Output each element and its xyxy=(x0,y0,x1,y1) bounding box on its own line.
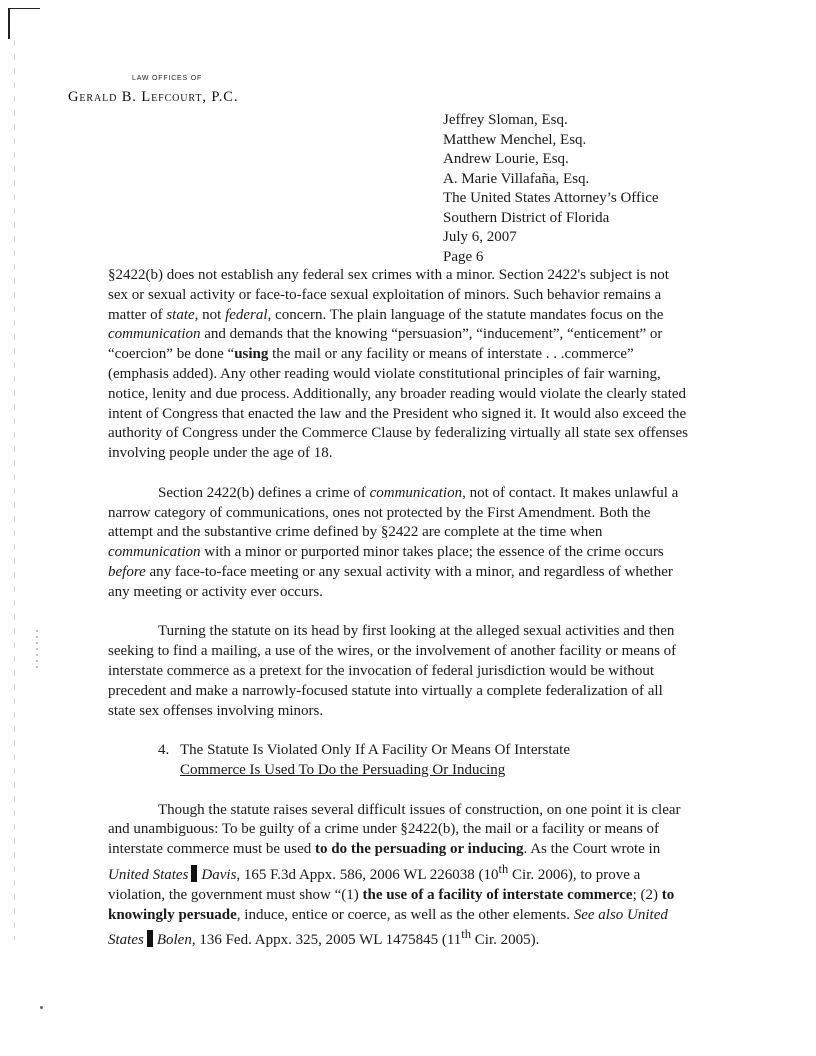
paragraph-3: Turning the statute on its head by first looking at the alleged sexual activities and then seeking to find a mailing, a use of the wires, or the involvement of another facility or means of interstate commerce as a pretext for the invocation of federal jurisdiction would be without precedent and make a narrowly-focused statute into virtually a complete federalization of all state sex offenses involving minors. xyxy=(108,623,677,719)
text-span: with a minor or purported minor takes place; the essence of the crime occurs xyxy=(200,544,664,561)
scan-specks xyxy=(36,630,38,670)
scan-speck xyxy=(40,1006,43,1009)
text-span: Though the statute raises several difficult issues of construction, on one point it is clear and unambiguous: To be guilty of a crime under §2422(b), the mail or a facility or means of interstate commerce must be used xyxy=(108,801,681,858)
recipient-line: The United States Attorney’s Office xyxy=(443,190,659,206)
text-span: Section 2422(b) defines a crime of xyxy=(158,484,370,501)
redaction-mark xyxy=(191,865,197,882)
heading-line-2: Commerce Is Used To Do the Persuading Or Inducing xyxy=(180,761,506,778)
text-span: . As the Court wrote in xyxy=(523,841,661,858)
text-span: , 136 Fed. Appx. 325, 2005 WL 1475845 (11 xyxy=(191,932,462,949)
scan-margin-line xyxy=(14,40,15,940)
recipient-line: Jeffrey Sloman, Esq. xyxy=(443,112,568,128)
text-span: , concern. The plain language of the statute mandates focus on the xyxy=(267,306,664,323)
bold-term: the use of a facility of interstate commerce xyxy=(362,886,633,903)
heading-line-1: The Statute Is Violated Only If A Facility Or Means Of Interstate xyxy=(180,742,570,759)
recipient-line: Andrew Lourie, Esq. xyxy=(443,151,569,167)
text-span: and demands that the knowing “persuasion”, “inducement”, “enticement” or “coercion” be done “ xyxy=(108,326,663,363)
recipient-line: A. Marie Villafaña, Esq. xyxy=(443,170,590,187)
text-span: Cir. 2005). xyxy=(471,932,540,949)
bold-term: using xyxy=(234,346,269,363)
letterhead-law-offices: LAW OFFICES OF xyxy=(132,75,203,82)
text-span: , induce, entice or coerce, as well as the other elements. xyxy=(236,906,574,923)
heading-text xyxy=(180,741,688,781)
paragraph-1 xyxy=(108,266,688,464)
superscript: th xyxy=(498,861,509,876)
case-name: Davis xyxy=(201,866,237,883)
page-corner-mark xyxy=(8,8,40,39)
text-span: , 165 F.3d Appx. 586, 2006 WL 226038 (10 xyxy=(236,866,499,883)
recipient-block xyxy=(443,111,773,267)
letterhead-firm-name: Gerald B. Lefcourt, P.C. xyxy=(68,89,239,105)
section-heading xyxy=(158,741,688,781)
recipient-line: Matthew Menchel, Esq. xyxy=(443,131,587,148)
italic-term: communication xyxy=(108,544,201,561)
bold-term: to do the persuading or inducing xyxy=(315,841,524,858)
redaction-mark xyxy=(147,930,153,947)
superscript: th xyxy=(461,927,472,942)
case-name: Bolen xyxy=(156,932,192,949)
italic-term: communication xyxy=(369,484,463,501)
text-span: any face-to-face meeting or any sexual activity with a minor, and regardless of whether any meeting or activity ever occurs. xyxy=(108,563,673,600)
case-name: United States xyxy=(108,866,189,883)
text-span: ; (2) xyxy=(632,886,662,903)
text-span: §2422(b) does not establish any federal sex crimes with a minor. Section 2422's subject is not sex or sexual activity or face-to-face sexual exploitation of minors. Such behavior remains a matter of xyxy=(108,267,669,323)
heading-number: 4. xyxy=(158,742,170,759)
text-span: , not xyxy=(194,306,226,323)
italic-term: federal xyxy=(225,306,268,323)
paragraph-4 xyxy=(108,801,688,952)
page-number: Page 6 xyxy=(443,248,484,265)
case-name: See also United States xyxy=(108,906,668,949)
paragraph-2 xyxy=(108,484,688,603)
text-span: Cir. 2006), to prove a violation, the government must show “(1) xyxy=(108,866,641,903)
italic-term: communication xyxy=(108,326,201,343)
letter-date: July 6, 2007 xyxy=(443,229,517,245)
italic-term: state xyxy=(166,306,195,323)
italic-term: before xyxy=(108,563,146,580)
recipient-line: Southern District of Florida xyxy=(443,209,610,226)
text-span: , not of contact. It makes unlawful a narrow category of communications, ones not protected by the First Amendment. Both the attempt and the substantive crime defined by §2422 are complete at the time when xyxy=(108,484,679,541)
bold-term: to knowingly persuade xyxy=(108,886,675,923)
letter-body xyxy=(108,266,688,951)
text-span: the mail or any facility or means of interstate . . .commerce” (emphasis added). Any other reading would violate constitutional principles of fair warning, notice, lenity and due process. Additionally, any broader reading would violate the clearly stated intent of Congress that enacted the law and the President who signed it. It would also exceed the authority of Congress under the Commerce Clause by federalizing virtually all state sex offenses involving people under the age of 18. xyxy=(108,346,688,462)
